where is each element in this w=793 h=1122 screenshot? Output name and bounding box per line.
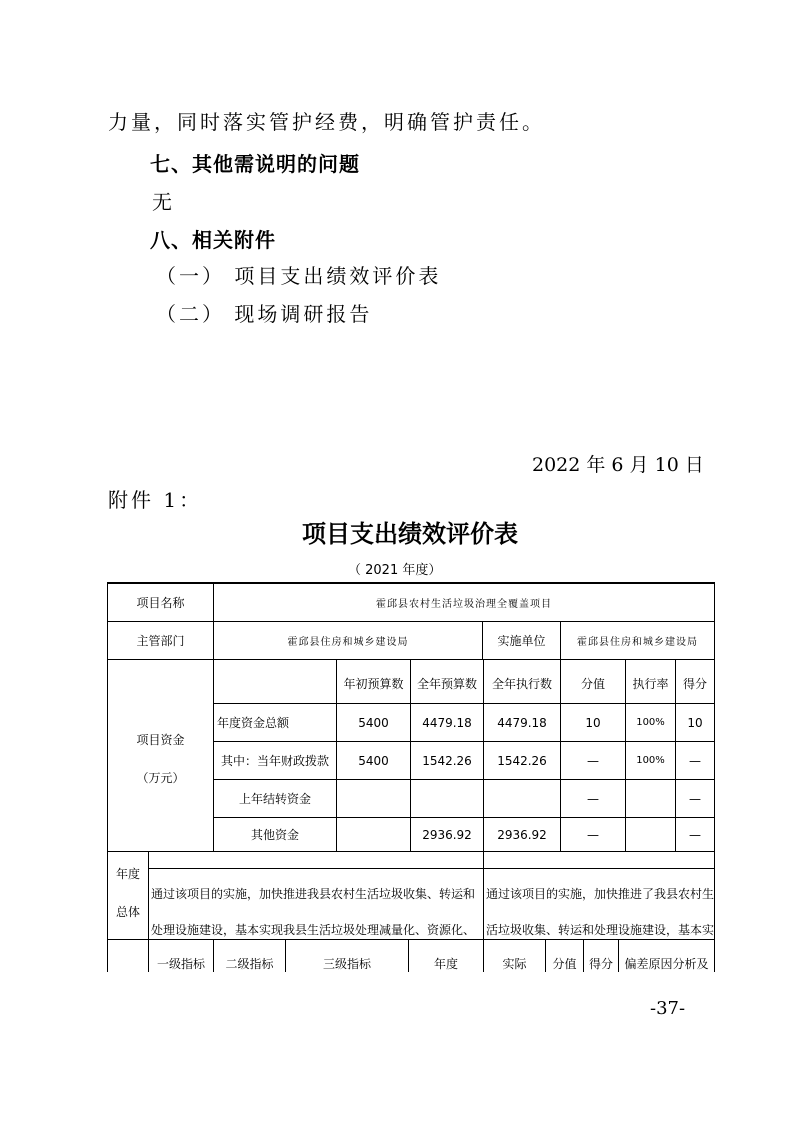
ind-header-deviation: 偏差原因分析及 bbox=[624, 956, 709, 971]
ind-header-level1: 一级指标 bbox=[156, 956, 205, 971]
attachment-item-1: （一） 项目支出绩效评价表 bbox=[156, 264, 442, 288]
table-year: （ 2021 年度） bbox=[348, 563, 442, 578]
attachment-item-2: （二） 现场调研报告 bbox=[156, 302, 373, 326]
goal-label-year: 年度 bbox=[115, 866, 140, 881]
header-annual-budget: 全年预算数 bbox=[416, 677, 477, 691]
header-exec-rate: 执行率 bbox=[632, 677, 669, 691]
header-initial-budget: 年初预算数 bbox=[343, 677, 404, 691]
row-other-label: 其他资金 bbox=[250, 828, 299, 842]
row-fiscal-executed: 1542.26 bbox=[497, 753, 547, 768]
dept-label: 主管部门 bbox=[136, 634, 185, 648]
row-carryover-score-value: — bbox=[587, 791, 599, 806]
ind-header-score: 得分 bbox=[588, 956, 613, 971]
row-total-executed: 4479.18 bbox=[497, 715, 547, 730]
impl-value: 霍邱县住房和城乡建设局 bbox=[577, 637, 698, 648]
ind-header-actual: 实际 bbox=[502, 956, 527, 971]
goal-right-line-2: 活垃圾收集、转运和处理设施建设，基本实 bbox=[486, 922, 715, 937]
body-paragraph-end: 力量，同时落实管护经费，明确管护责任。 bbox=[108, 110, 545, 134]
row-fiscal-rate: 100% bbox=[636, 755, 665, 766]
row-carryover-score: — bbox=[689, 791, 701, 806]
goal-right-line-1: 通过该项目的实施，加快推进了我县农村生 bbox=[486, 886, 715, 901]
dept-value: 霍邱县住房和城乡建设局 bbox=[287, 637, 409, 648]
funds-label: 项目资金 bbox=[136, 732, 185, 747]
row-other-annual: 2936.92 bbox=[422, 827, 472, 842]
funds-unit: （万元） bbox=[136, 770, 185, 785]
impl-label: 实施单位 bbox=[497, 634, 546, 648]
attachment-label: 附件 1： bbox=[108, 488, 203, 512]
row-total-score-value: 10 bbox=[585, 715, 601, 730]
section-7-body: 无 bbox=[152, 190, 175, 214]
row-other-score-value: — bbox=[587, 827, 599, 842]
table-title: 项目支出绩效评价表 bbox=[302, 520, 518, 548]
row-total-initial: 5400 bbox=[358, 715, 389, 730]
ind-header-score-value: 分值 bbox=[552, 956, 577, 971]
row-other-score: — bbox=[689, 827, 701, 842]
ind-header-level2: 二级指标 bbox=[225, 956, 274, 971]
row-total-rate: 100% bbox=[636, 717, 665, 728]
row-fiscal-annual: 1542.26 bbox=[422, 753, 472, 768]
project-name-value: 霍邱县农村生活垃圾治理全覆盖项目 bbox=[376, 599, 552, 610]
row-total-annual: 4479.18 bbox=[422, 715, 472, 730]
row-other-executed: 2936.92 bbox=[497, 827, 547, 842]
section-7-heading: 七、其他需说明的问题 bbox=[150, 152, 360, 176]
goal-label-overall: 总体 bbox=[115, 904, 140, 919]
header-score-value: 分值 bbox=[580, 677, 605, 691]
row-carryover-label: 上年结转资金 bbox=[238, 792, 311, 806]
row-fiscal-score-value: — bbox=[587, 753, 599, 768]
project-name-label: 项目名称 bbox=[136, 596, 185, 610]
header-score: 得分 bbox=[682, 677, 707, 691]
page-number: -37- bbox=[650, 998, 686, 1019]
row-fiscal-initial: 5400 bbox=[358, 753, 389, 768]
row-fiscal-label: 其中：当年财政拨款 bbox=[220, 754, 329, 768]
section-8-heading: 八、相关附件 bbox=[150, 228, 276, 252]
row-fiscal-score: — bbox=[689, 753, 701, 768]
goal-left-line-2: 处理设施建设，基本实现我县生活垃圾处理减量化、资源化、 bbox=[151, 922, 476, 937]
ind-header-level3: 三级指标 bbox=[322, 956, 371, 971]
row-total-label: 年度资金总额 bbox=[217, 716, 290, 730]
ind-header-year: 年度 bbox=[433, 956, 458, 971]
row-total-score: 10 bbox=[687, 715, 703, 730]
document-date: 2022 年 6 月 10 日 bbox=[532, 454, 704, 476]
goal-left-line-1: 通过该项目的实施，加快推进我县农村生活垃圾收集、转运和 bbox=[151, 886, 476, 901]
header-executed: 全年执行数 bbox=[491, 677, 552, 691]
